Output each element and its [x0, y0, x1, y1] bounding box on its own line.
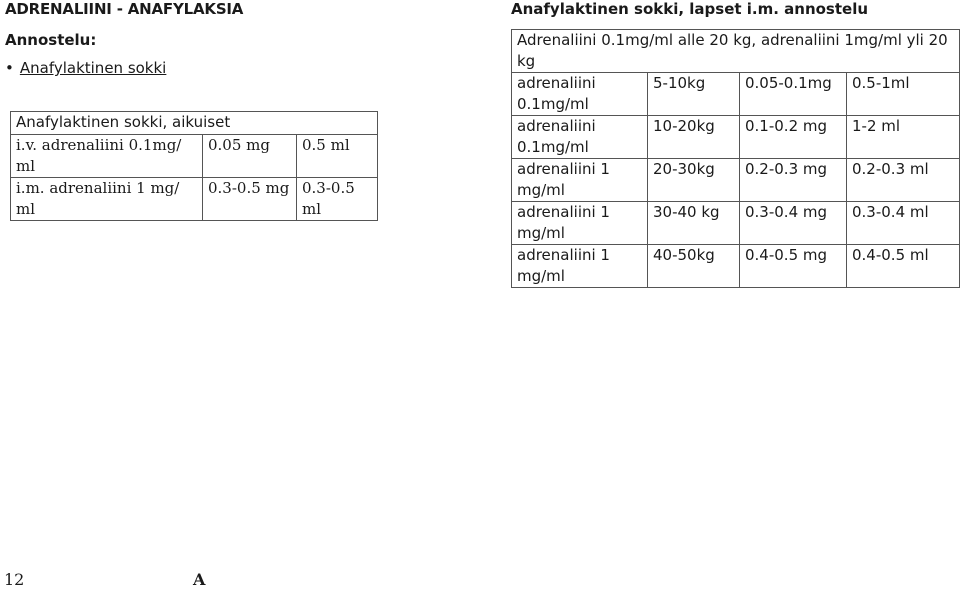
dose-cell: 0.4-0.5 mg — [740, 245, 847, 288]
adult-dosage-table — [10, 111, 378, 221]
drug-cell: adrenaliini 0.1mg/ml — [512, 116, 648, 159]
volume-cell: 0.3-0.5 ml — [297, 178, 378, 221]
weight-cell: 20-30kg — [648, 159, 740, 202]
volume-cell: 1-2 ml — [847, 116, 960, 159]
adult-table-title: Anafylaktinen sokki, aikuiset — [11, 112, 378, 135]
drug-cell: adrenaliini 1 mg/ml — [512, 202, 648, 245]
dose-cell: 0.05 mg — [203, 135, 297, 178]
dose-cell: 0.05-0.1mg — [740, 73, 847, 116]
table-row — [512, 116, 960, 159]
volume-cell: 0.2-0.3 ml — [847, 159, 960, 202]
table-row — [11, 178, 378, 221]
weight-cell: 5-10kg — [648, 73, 740, 116]
table-row — [512, 202, 960, 245]
route-cell: i.v. adrenaliini 0.1mg/ ml — [11, 135, 203, 178]
volume-cell: 0.5 ml — [297, 135, 378, 178]
child-section-title: Anafylaktinen sokki, lapset i.m. annostelu — [511, 0, 869, 18]
drug-cell: adrenaliini 0.1mg/ml — [512, 73, 648, 116]
bullet-item — [5, 59, 166, 77]
dose-cell: 0.3-0.4 mg — [740, 202, 847, 245]
table-row — [11, 135, 378, 178]
weight-cell: 30-40 kg — [648, 202, 740, 245]
anaphylactic-shock-link[interactable]: Anafylaktinen sokki — [19, 59, 167, 77]
bullet-dot-icon: • — [5, 59, 14, 77]
dosage-heading: Annostelu: — [5, 31, 97, 49]
route-cell: i.m. adrenaliini 1 mg/ ml — [11, 178, 203, 221]
dose-cell: 0.2-0.3 mg — [740, 159, 847, 202]
child-table-header: Adrenaliini 0.1mg/ml alle 20 kg, adrenaliini 1mg/ml yli 20 kg — [512, 30, 960, 73]
table-row — [512, 245, 960, 288]
weight-cell: 10-20kg — [648, 116, 740, 159]
drug-cell: adrenaliini 1 mg/ml — [512, 159, 648, 202]
page-number: 12 — [4, 570, 25, 589]
dose-cell: 0.1-0.2 mg — [740, 116, 847, 159]
weight-cell: 40-50kg — [648, 245, 740, 288]
table-row — [512, 73, 960, 116]
table-row — [512, 159, 960, 202]
volume-cell: 0.4-0.5 ml — [847, 245, 960, 288]
page-title: ADRENALIINI - ANAFYLAKSIA — [5, 0, 244, 18]
volume-cell: 0.3-0.4 ml — [847, 202, 960, 245]
section-letter: A — [193, 570, 206, 589]
volume-cell: 0.5-1ml — [847, 73, 960, 116]
dose-cell: 0.3-0.5 mg — [203, 178, 297, 221]
drug-cell: adrenaliini 1 mg/ml — [512, 245, 648, 288]
child-dosage-table — [511, 29, 960, 288]
